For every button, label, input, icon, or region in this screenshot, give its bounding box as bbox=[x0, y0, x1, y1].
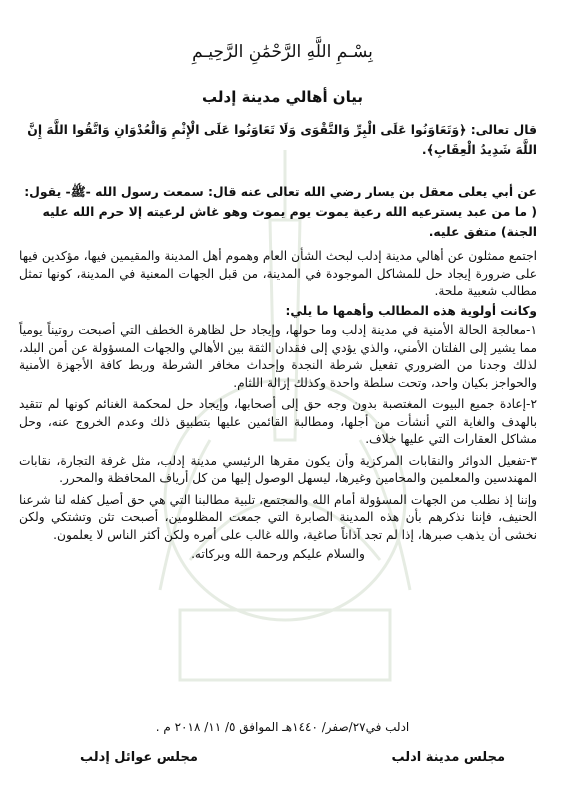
hadith-quote: عن أبي يعلى معقل بن يسار رضي الله تعالى عنه قال: سمعت رسول الله -ﷺ- يقول: ( ما من عبد يسترعيه الله رعية يموت يوم يموت وهو غاش لرعيته إلا حرم الله عليه الجنة) متفق عليه. bbox=[24, 184, 537, 239]
statement-body bbox=[19, 248, 537, 566]
document-title: بيان أهالي مدينة إدلب bbox=[202, 88, 363, 106]
demand-item-3: ٣-تفعيل الدوائر والنقابات المركزية وأن يكون مقرها الرئيسي مدينة إدلب، مثل غرفة التجارة، نقابات المهندسين والمعلمين والمحامين وغيرها، ليسهل الوصول إليها من كل أرياف المحافظة والمحرر. bbox=[19, 453, 537, 485]
signatory-city-council: مجلس مدينة ادلب bbox=[391, 750, 505, 765]
quran-verse: قال تعالى: ﴿وَتَعَاوَنُوا عَلَى الْبِرِّ وَالتَّقْوَى وَلَا تَعَاوَنُوا عَلَى الْإِثْمِ وَالْعُدْوَانِ وَاتَّقُوا اللَّهَ إِنَّ اللَّهَ شَدِيدُ الْعِقَابِ﴾. bbox=[27, 122, 537, 157]
basmala: بِسْـمِ اللَّهِ الرَّحْمَٰنِ الرَّحِيـمِ bbox=[192, 42, 373, 62]
priorities-heading: وكانت أولوية هذه المطالب وأهمها ما يلي: bbox=[285, 303, 537, 318]
intro-paragraph: اجتمع ممثلون عن أهالي مدينة إدلب لبحث الشأن العام وهموم أهل المدينة والمقيمين فيها، مؤكدين فيها على ضرورة إيجاد حل للمشاكل الموجودة في المدينة، من قبل الجهات المعنية في المدينة، كونها تمثل مطالب شعبية ملحة. bbox=[19, 249, 537, 298]
place-and-date: ادلب في٢٧/صفر/ ١٤٤٠هـ الموافق ٥/ ١١/ ٢٠١٨ م . bbox=[155, 720, 410, 734]
demand-item-2: ٢-إعادة جميع البيوت المغتصبة بدون وجه حق إلى أصحابها، وإيجاد حل لمحكمة الغنائم كونها لم تتقيد بالهدف والغاية التي أنشأت من أجلها، ومطالبة القائمين عليها بتطبيق ذلك وعدم الخروج عنه، وحل مشاكل العقارات التي عليها خلاف. bbox=[19, 397, 537, 446]
salutation: والسلام عليكم ورحمة الله وبركاته. bbox=[191, 547, 365, 561]
closing-paragraph: وإننا إذ نطلب من الجهات المسؤولة أمام الله والمجتمع، تلبية مطالبنا التي هي حق أصيل كفله لنا شرعنا الحنيف، فإننا نذكرهم بأن هذه المدينة الصابرة التي جمعت المظلومين، أصبحت تئن وتشتكي ولكن نخشى أن يذهب صبرها، إذا لم تجد آذاناً صاغية، والله غالب على أمره ولكن أكثر الناس لا يعلمون. bbox=[19, 492, 537, 542]
signatory-families-council: مجلس عوائل إدلب bbox=[80, 750, 198, 765]
demand-item-1: ١-معالجة الحالة الأمنية في مدينة إدلب وما حولها، وإيجاد حل لظاهرة الخطف التي أصبحت روتيناً يومياً مما يشير إلى الفلتان الأمني، والذي يؤدي إلى فقدان الثقة بين الأهالي والجهات المسؤولة عن أمن البلد، لذلك وجدنا من الضروري تفعيل شرطة النجدة وإحداث مخافر الشرطة وربط كافة الأجهزة الأمنية والحواجز بكيان واحد، وتحت سلطة واحدة وكذلك إزالة اللثام. bbox=[19, 323, 537, 390]
statement-document bbox=[20, 8, 545, 792]
